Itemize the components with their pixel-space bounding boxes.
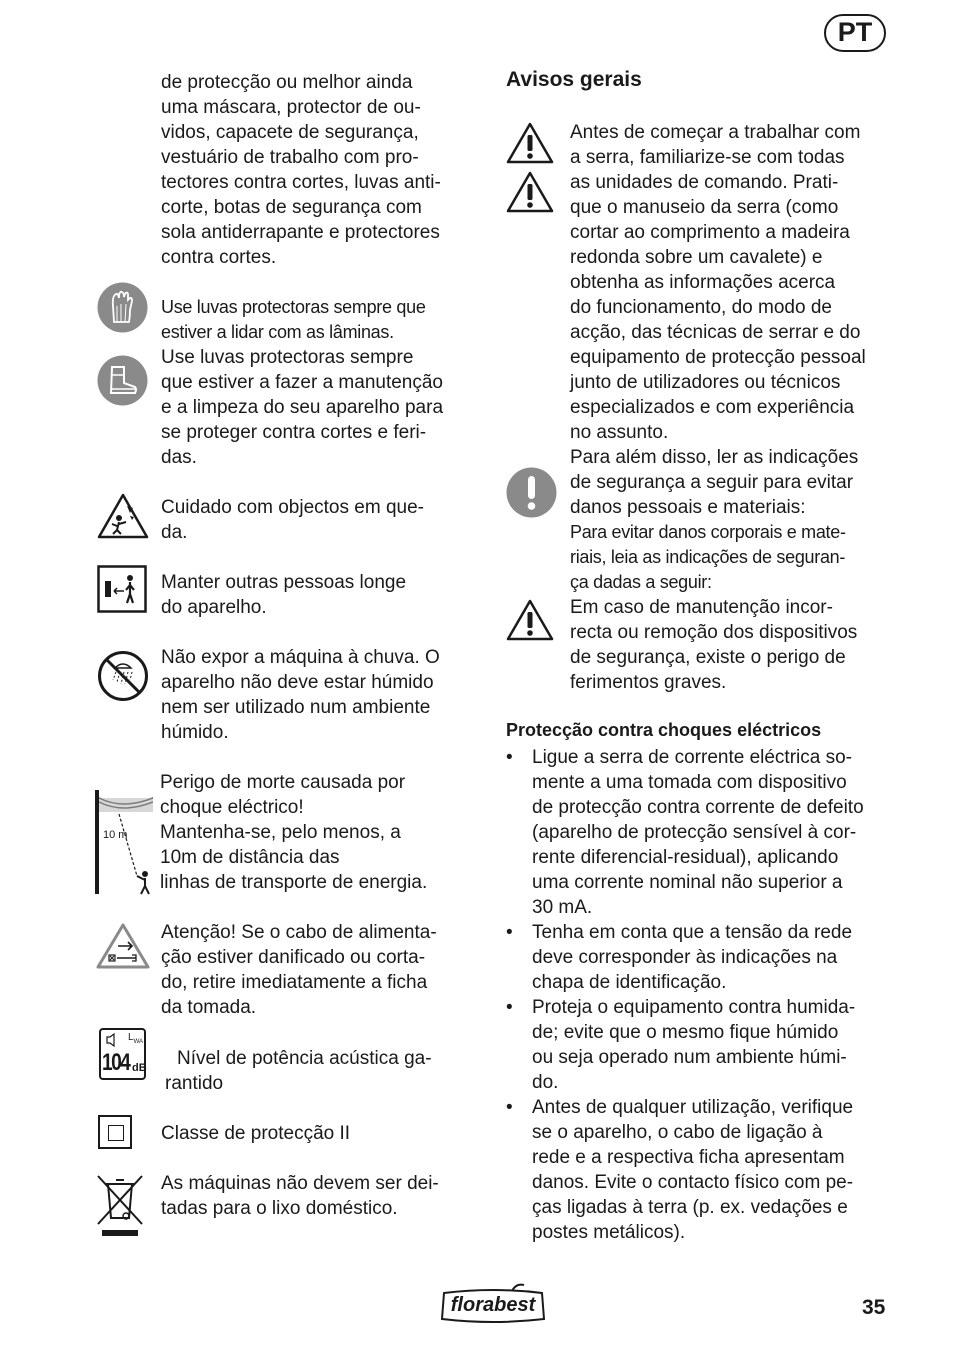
page-number: 35 xyxy=(862,1296,886,1319)
no-rain-text: Não expor a máquina à chuva. O aparelho não deve estar húmido nem ser utilizado num ambiente húmido. xyxy=(161,647,440,743)
protection-class-ii-icon xyxy=(98,1115,132,1149)
list-item: • Ligue a serra de corrente eléctrica so- mente a uma tomada com dispositivo de protecção contra corrente de defeito (aparelho de protecção sensível à cor- rente diferencial-residual), aplicando uma corrente nominal não superior a 30 mA. xyxy=(506,747,864,918)
note-text: Para além disso, ler as indicações de segurança a seguir para evitar danos pessoais e materiais: xyxy=(570,447,859,518)
maintenance-warning-text: Em caso de manutenção incor- recta ou remoção dos dispositivos de segurança, existe o perigo de ferimentos graves. xyxy=(570,597,858,693)
list-item: • Proteja o equipamento contra humida- de; evite que o mesmo fique húmido ou seja operado num ambiente húmi- do. xyxy=(506,997,856,1093)
protection-class-text: Classe de protecção II xyxy=(161,1123,351,1144)
no-rain-icon xyxy=(97,650,149,702)
keep-distance-icon xyxy=(97,565,147,613)
gloves-text: Use luvas protectoras sempre que estiver a lidar com as lâminas. xyxy=(161,297,426,342)
crossed-bin-icon xyxy=(96,1174,144,1238)
boots-text: Use luvas protectoras sempre que estiver a fazer a manutenção e a limpeza do seu aparelho para se proteger contra cortes e feri- das. xyxy=(161,347,444,468)
falling-objects-text: Cuidado com objectos em que- da. xyxy=(161,497,424,543)
electric-shock-subheading: Protecção contra choques eléctricos xyxy=(506,720,822,740)
distance-label: 10 m xyxy=(103,829,128,841)
list-item: • Tenha em conta que a tensão da rede deve corresponder às indicações na chapa de identificação. xyxy=(506,922,853,993)
power-line-text: Perigo de morte causada por choque eléctrico! Mantenha-se, pelo menos, a 10m de distância das linhas de transporte de energia. xyxy=(160,772,428,893)
keep-distance-text: Manter outras pessoas longe do aparelho. xyxy=(161,572,407,618)
warning-triangle-icon xyxy=(506,170,554,214)
general-warning-text: Antes de começar a trabalhar com a serra, familiarize-se com todas as unidades de comando. Prati- que o manuseio da serra (como cortar ao comprimento a madeira redonda sobre um cavalete) e obtenha as informações acerca do funcionamento, do modo de acção, das técnicas de serrar e do equipamento de protecção pessoal junto de utilizadores ou técnicos especializados e com experiência no assunto. xyxy=(570,122,866,443)
sound-unit: dB xyxy=(132,1062,147,1074)
bullet-marker: • xyxy=(506,997,513,1018)
brand-name: florabest xyxy=(450,1294,536,1316)
list-item: • Antes de qualquer utilização, verifique se o aparelho, o cabo de ligação à rede e a respectiva ficha apresentam danos. Evite o contacto físico com pe- ças ligadas à terra (p. ex. vedações e postes metálicos). xyxy=(506,1097,854,1243)
exclamation-circle-icon xyxy=(506,467,557,518)
falling-objects-warning-icon xyxy=(97,492,149,540)
language-badge: PT xyxy=(824,14,886,52)
safety-boots-icon xyxy=(97,355,148,406)
damaged-cable-text: Atenção! Se o cabo de alimenta- ção estiver danificado ou corta- do, retire imediatamente a ficha da tomada. xyxy=(161,922,437,1018)
warning-triangle-icon xyxy=(506,121,554,165)
florabest-logo xyxy=(438,1283,548,1325)
sound-power-text: Nível de potência acústica ga- rantido xyxy=(165,1048,432,1094)
sound-power-icon xyxy=(99,1028,146,1080)
gloves-icon xyxy=(97,282,148,333)
lwa-label: $L_{WA}$ xyxy=(128,1032,144,1045)
warning-triangle-icon xyxy=(506,598,554,642)
bullet-marker: • xyxy=(506,747,513,768)
bullet-marker: • xyxy=(506,1097,513,1118)
bullet-marker: • xyxy=(506,922,513,943)
note-text-secondary: Para evitar danos corporais e mate- riais, leia as indicações de seguran- ça dadas a seguir: xyxy=(570,522,846,592)
speaker-icon xyxy=(104,1033,120,1047)
intro-paragraph: de protecção ou melhor ainda uma máscara, protector de ou- vidos, capacete de segurança, vestuário de trabalho com pro- tectores contra cortes, luvas anti- corte, botas de segurança com sola antiderrapante e protectores contra cortes. xyxy=(161,72,441,268)
power-line-distance-icon xyxy=(93,788,153,896)
disposal-text: As máquinas não devem ser dei- tadas para o lixo doméstico. xyxy=(161,1173,439,1219)
damaged-cable-warning-icon xyxy=(96,922,150,970)
section-heading: Avisos gerais xyxy=(506,68,642,91)
electric-safety-list xyxy=(506,745,896,1245)
sound-value: 104 xyxy=(102,1049,130,1076)
